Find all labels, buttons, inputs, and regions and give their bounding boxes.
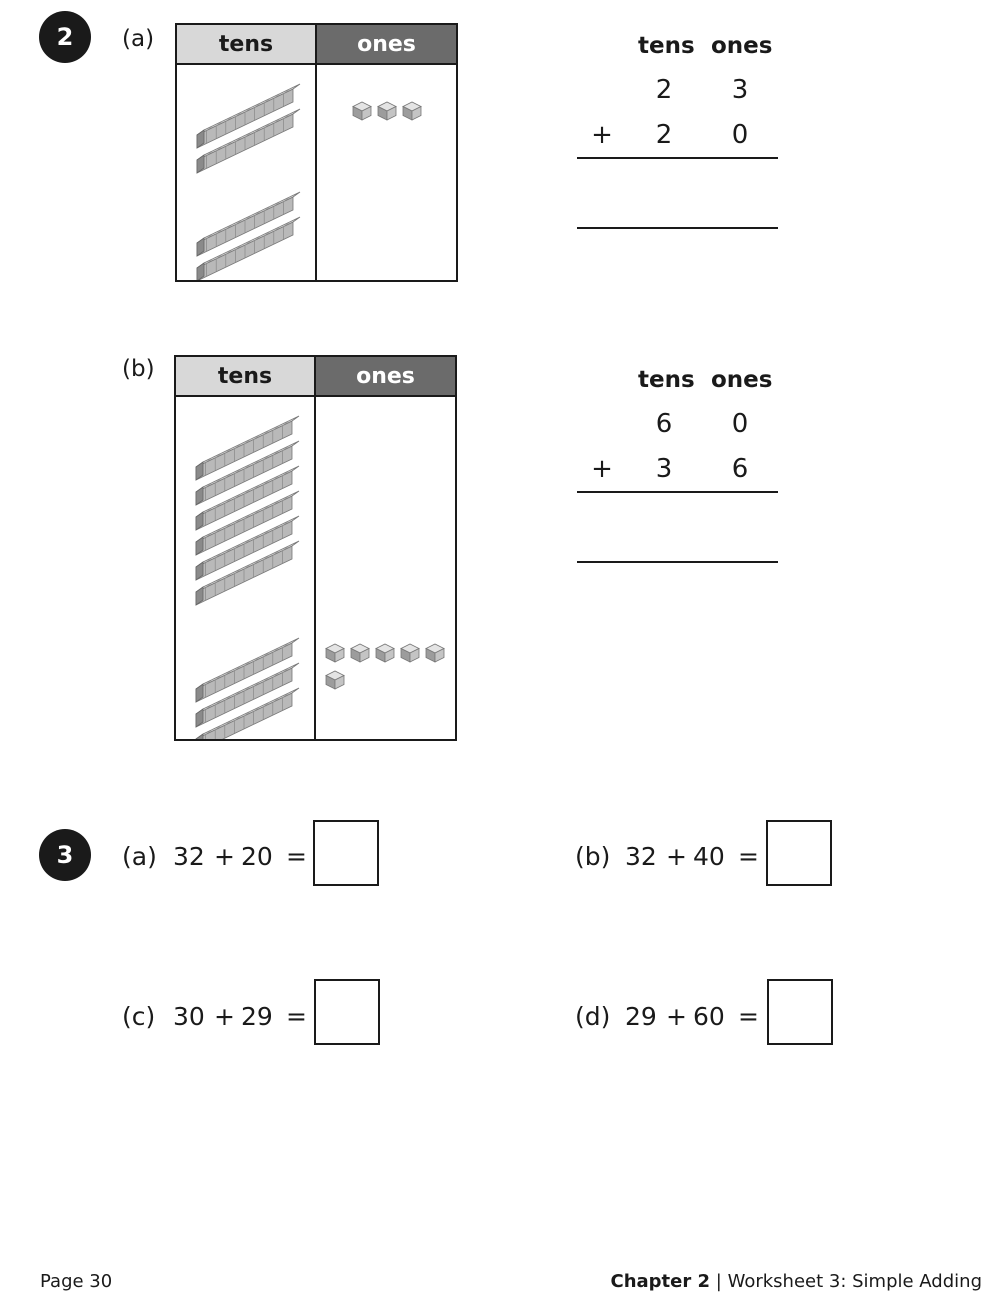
equation-operator: +: [214, 842, 235, 871]
sum-line: [577, 157, 778, 159]
equals-sign: =: [286, 1002, 307, 1031]
digit-ones: 0: [731, 120, 749, 150]
equation-operand: 60: [693, 1002, 725, 1031]
equation-operand: 30: [173, 1002, 205, 1031]
ones-cubes-group: [317, 65, 455, 280]
digit-ones: 3: [731, 75, 749, 105]
equals-sign: =: [738, 1002, 759, 1031]
footer-chapter-info: [611, 1271, 983, 1292]
equation-label: (a): [122, 842, 157, 871]
tens-header: tens: [176, 357, 316, 397]
equation-operator: +: [666, 1002, 687, 1031]
answer-box[interactable]: [314, 979, 380, 1045]
equation-operator: +: [666, 842, 687, 871]
digit-ones: 0: [731, 409, 749, 439]
answer-box[interactable]: [767, 979, 833, 1045]
ones-cube: [326, 671, 344, 689]
footer-separator: |: [715, 1271, 722, 1292]
question-number-badge: 3: [39, 829, 91, 881]
answer-box[interactable]: [313, 820, 379, 886]
equals-sign: =: [738, 842, 759, 871]
digit-tens: 2: [655, 75, 673, 105]
ones-cube: [401, 644, 419, 662]
equation-operator: +: [214, 1002, 235, 1031]
ones-cube: [403, 102, 421, 120]
column-label-ones: ones: [711, 367, 773, 393]
ones-cube: [353, 102, 371, 120]
answer-box[interactable]: [766, 820, 832, 886]
digit-tens: 3: [655, 454, 673, 484]
tens-header: tens: [177, 25, 317, 65]
worksheet-title: Worksheet 3: Simple Adding: [727, 1271, 982, 1292]
equation-operand: 32: [625, 842, 657, 871]
ones-cube: [378, 102, 396, 120]
question-number-badge: 2: [39, 11, 91, 63]
part-label: (a): [122, 26, 155, 52]
ones-cube: [426, 644, 444, 662]
ones-cubes-group: [316, 397, 454, 739]
ones-header: ones: [317, 25, 456, 65]
equation-operand: 32: [173, 842, 205, 871]
tens-rods-group: [176, 397, 314, 739]
plus-sign: +: [591, 454, 613, 484]
tens-rods-group: [177, 65, 315, 280]
equals-sign: =: [286, 842, 307, 871]
ones-cube: [351, 644, 369, 662]
ones-header: ones: [316, 357, 455, 397]
equation-operand: 20: [241, 842, 273, 871]
column-label-ones: ones: [711, 33, 773, 59]
plus-sign: +: [591, 120, 613, 150]
digit-tens: 6: [655, 409, 673, 439]
equation-operand: 29: [241, 1002, 273, 1031]
equation-operand: 40: [693, 842, 725, 871]
digit-ones: 6: [731, 454, 749, 484]
tens-cell: [177, 65, 317, 280]
ones-cube: [376, 644, 394, 662]
place-value-chart: [174, 355, 457, 741]
digit-tens: 2: [655, 120, 673, 150]
equation-label: (d): [575, 1002, 611, 1031]
tens-cell: [176, 397, 316, 739]
answer-line[interactable]: [577, 227, 778, 229]
equation-operand: 29: [625, 1002, 657, 1031]
equation-label: (c): [122, 1002, 156, 1031]
equation-label: (b): [575, 842, 611, 871]
sum-line: [577, 491, 778, 493]
column-label-tens: tens: [638, 367, 695, 393]
place-value-chart: [175, 23, 458, 282]
ones-cell: [316, 397, 455, 739]
answer-line[interactable]: [577, 561, 778, 563]
part-label: (b): [122, 356, 155, 382]
ones-cube: [326, 644, 344, 662]
chapter-label: Chapter 2: [610, 1271, 711, 1292]
column-label-tens: tens: [638, 33, 695, 59]
page-number: Page 30: [40, 1271, 113, 1292]
ones-cell: [317, 65, 456, 280]
